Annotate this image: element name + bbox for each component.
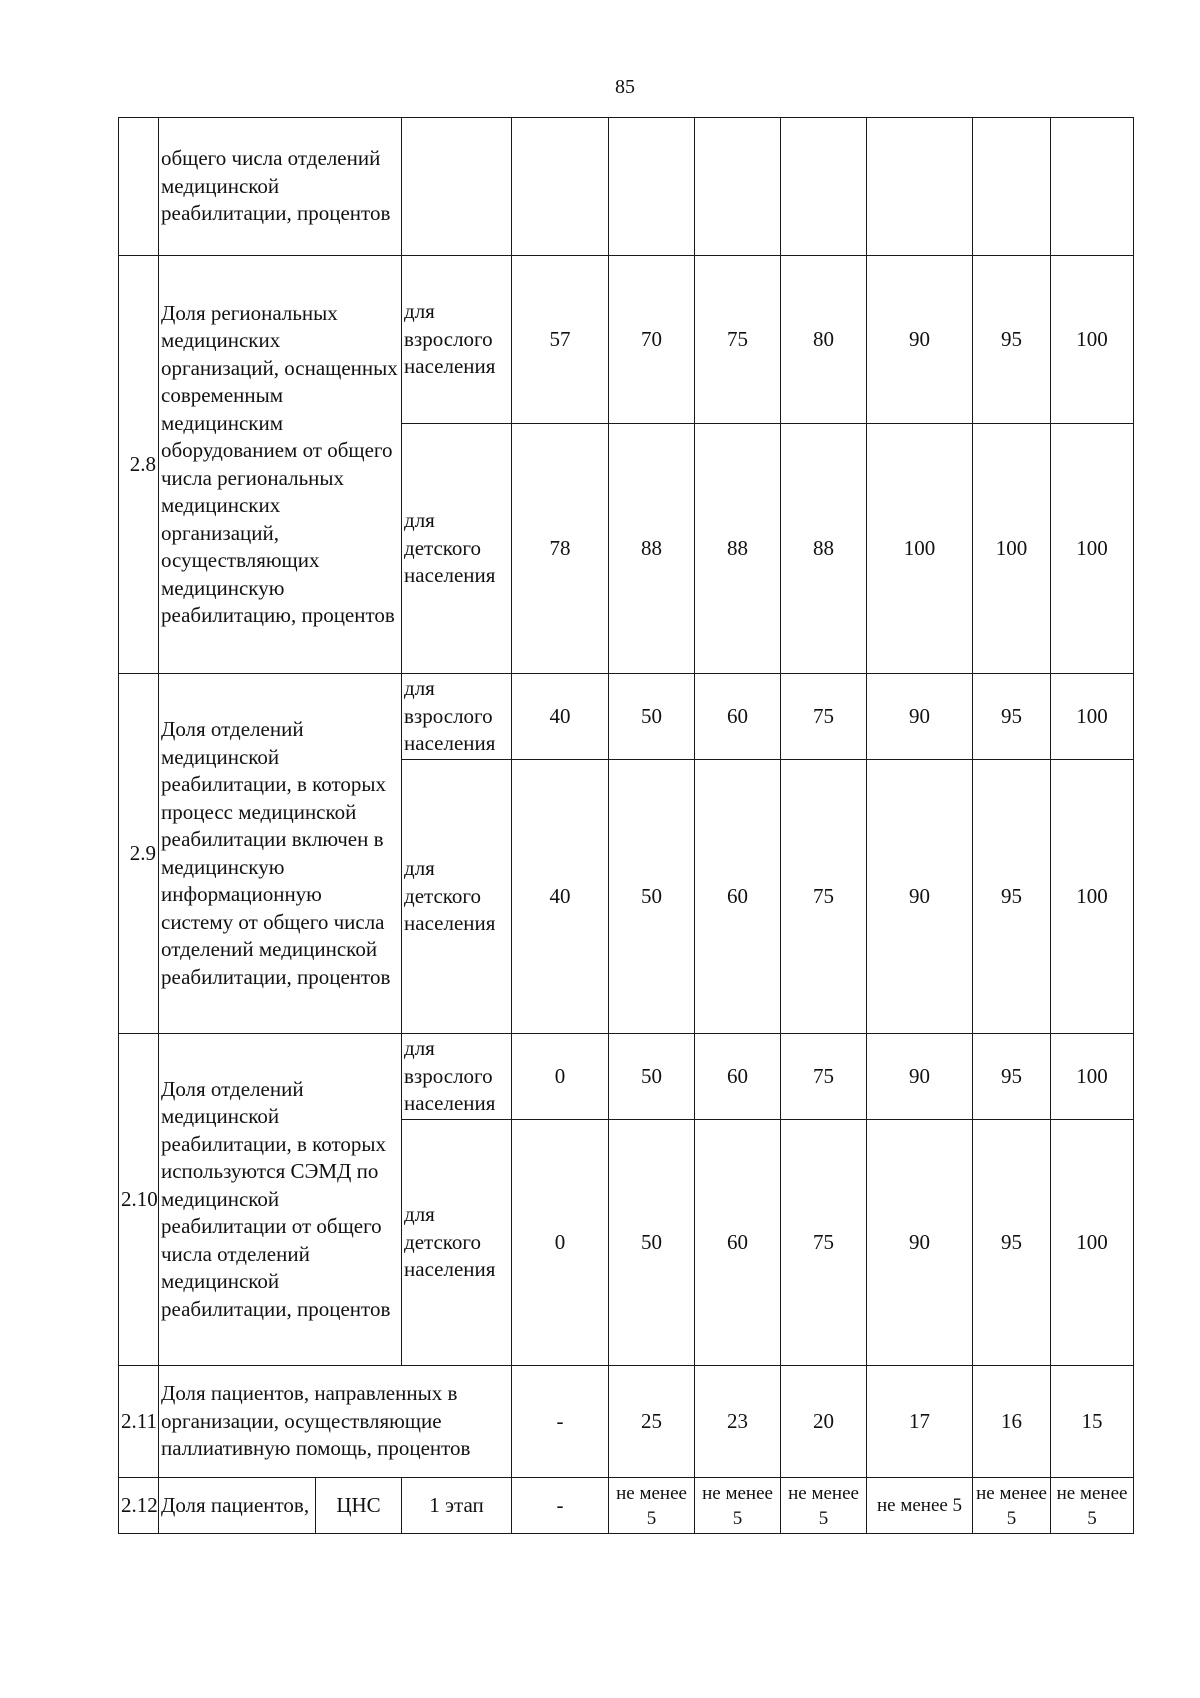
value-cell: 90 [867,760,973,1034]
value-cell: 80 [781,256,867,424]
index-cell [119,118,159,256]
value-cell: 100 [1051,1120,1134,1366]
value-cell: 60 [695,1120,781,1366]
indicator-index: 2.8 [119,256,159,674]
indicator-index: 2.10 [119,1034,159,1366]
indicator-description: Доля пациентов, [159,1478,316,1534]
value-cell [609,118,695,256]
indicators-table [118,117,1134,1534]
value-cell: 95 [973,760,1051,1034]
value-cell: 100 [973,424,1051,674]
value-cell: 60 [695,760,781,1034]
value-cell: 23 [695,1366,781,1478]
indicator-description: Доля пациентов, направленных в организации, осуществляющие паллиативную помощь, процентов [159,1366,512,1478]
value-cell: 78 [512,424,609,674]
value-cell: 20 [781,1366,867,1478]
value-cell: 40 [512,760,609,1034]
value-cell: - [512,1366,609,1478]
population-label: для детского населения [402,760,512,1034]
value-cell: 88 [781,424,867,674]
population-label: для детского населения [402,1120,512,1366]
value-cell: 75 [781,760,867,1034]
value-cell: 50 [609,1034,695,1120]
value-cell: 75 [781,674,867,760]
value-cell [973,118,1051,256]
table-row-2-8-adult [119,256,1134,424]
value-cell: не менее 5 [781,1478,867,1534]
table-row-2-12 [119,1478,1134,1534]
indicator-index: 2.11 [119,1366,159,1478]
value-cell: 75 [695,256,781,424]
value-cell: 40 [512,674,609,760]
value-cell: 50 [609,1120,695,1366]
value-cell: 100 [867,424,973,674]
population-label: для взрослого населения [402,256,512,424]
value-cell: 15 [1051,1366,1134,1478]
population-label: для детского населения [402,424,512,674]
value-cell: 17 [867,1366,973,1478]
value-cell: 100 [1051,760,1134,1034]
indicator-description: Доля региональных медицинских организаций, оснащенных современным медицинским оборудованием от общего числа региональных медицинских организаций, осуществляющих медицинскую реабилитацию, процентов [159,256,402,674]
value-cell: 90 [867,674,973,760]
value-cell: 95 [973,256,1051,424]
indicator-description: общего числа отделений медицинской реабилитации, процентов [159,118,402,256]
value-cell: 75 [781,1034,867,1120]
value-cell: 75 [781,1120,867,1366]
indicator-description: Доля отделений медицинской реабилитации, в которых процесс медицинской реабилитации включен в медицинскую информационную систему от общего числа отделений медицинской реабилитации, процентов [159,674,402,1034]
value-cell [867,118,973,256]
value-cell [781,118,867,256]
indicator-index: 2.12 [119,1478,159,1534]
value-cell [695,118,781,256]
value-cell: 57 [512,256,609,424]
value-cell: 100 [1051,1034,1134,1120]
value-cell: 25 [609,1366,695,1478]
value-cell: 100 [1051,424,1134,674]
value-cell: не менее 5 [609,1478,695,1534]
value-cell: не менее 5 [973,1478,1051,1534]
value-cell [512,118,609,256]
value-cell: не менее 5 [867,1478,973,1534]
value-cell: не менее 5 [695,1478,781,1534]
population-label: для взрослого населения [402,674,512,760]
value-cell: 90 [867,1034,973,1120]
value-cell: 100 [1051,674,1134,760]
table-row-2-9-adult [119,674,1134,760]
table-row-continuation [119,118,1134,256]
value-cell: 90 [867,1120,973,1366]
indicator-index: 2.9 [119,674,159,1034]
stage-label: 1 этап [402,1478,512,1534]
value-cell: 95 [973,1034,1051,1120]
table-row-2-10-adult [119,1034,1134,1120]
value-cell: - [512,1478,609,1534]
table-row-2-11 [119,1366,1134,1478]
value-cell [1051,118,1134,256]
population-label: для взрослого населения [402,1034,512,1120]
value-cell: 95 [973,674,1051,760]
value-cell: не менее 5 [1051,1478,1134,1534]
value-cell: 0 [512,1034,609,1120]
page-number: 85 [615,76,635,98]
value-cell: 0 [512,1120,609,1366]
indicator-description: Доля отделений медицинской реабилитации, в которых используются СЭМД по медицинской реабилитации от общего числа отделений медицинской реабилитации, процентов [159,1034,402,1366]
value-cell: 60 [695,1034,781,1120]
value-cell: 50 [609,674,695,760]
value-cell: 16 [973,1366,1051,1478]
value-cell: 88 [609,424,695,674]
population-cell [402,118,512,256]
value-cell: 70 [609,256,695,424]
value-cell: 100 [1051,256,1134,424]
value-cell: 88 [695,424,781,674]
value-cell: 90 [867,256,973,424]
value-cell: 50 [609,760,695,1034]
value-cell: 60 [695,674,781,760]
value-cell: 95 [973,1120,1051,1366]
group-label: ЦНС [316,1478,402,1534]
